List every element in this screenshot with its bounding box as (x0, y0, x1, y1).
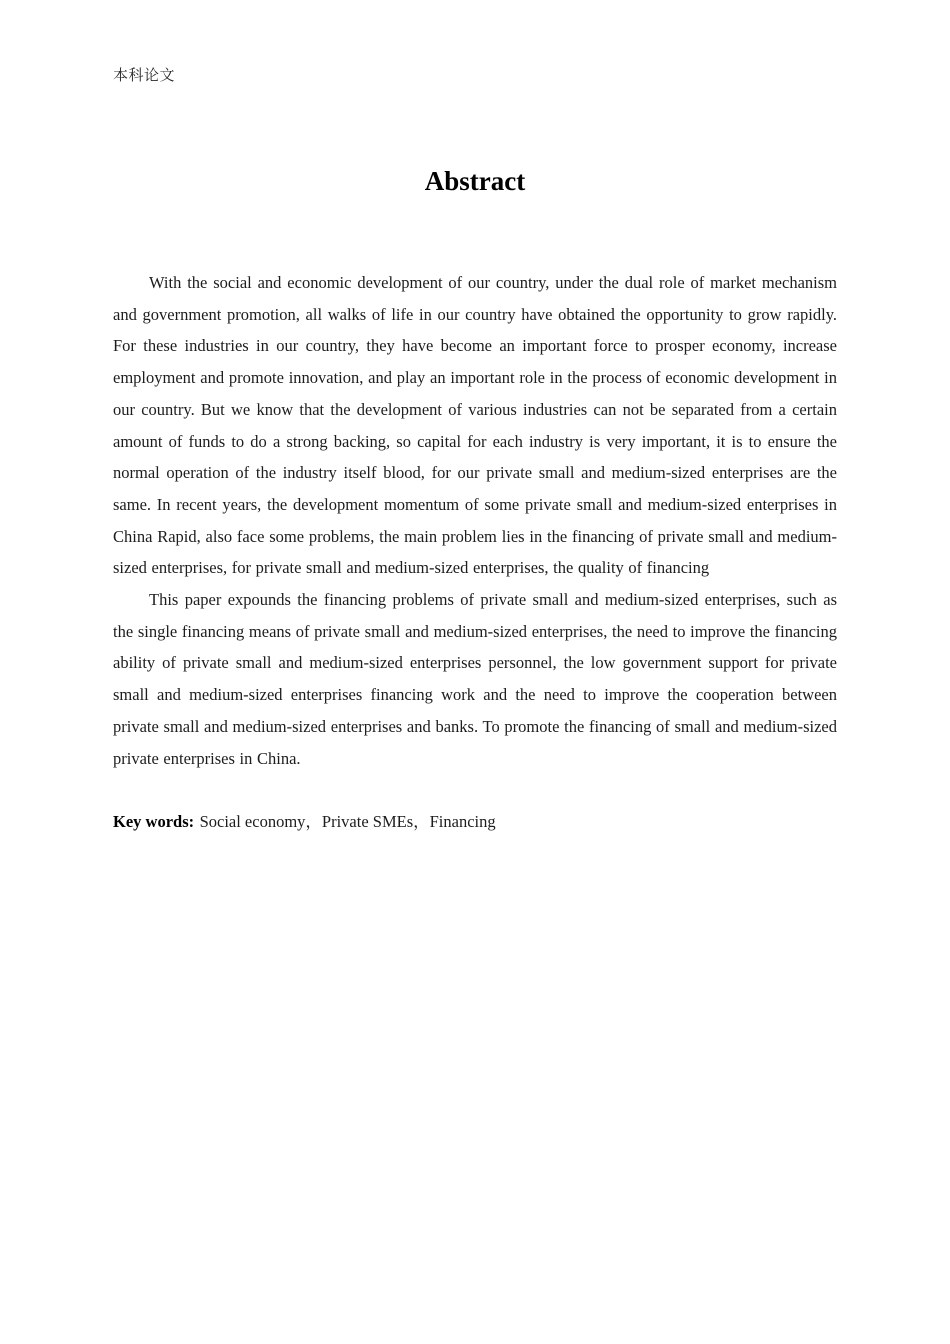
keywords-label: Key words: (113, 811, 195, 831)
running-header: 本科论文 (113, 68, 176, 84)
keywords-line (113, 806, 837, 838)
abstract-body (113, 267, 837, 838)
abstract-paragraph-2: This paper expounds the financing problems of private small and medium-sized enterprises, such as the single financing means of private small and medium-sized enterprises, the need to improve the financing ability of private small and medium-sized enterprises personnel, the low government support for private small and medium-sized enterprises financing work and the need to improve the cooperation between private small and medium-sized enterprises and banks. To promote the financing of small and medium-sized private enterprises in China. (113, 590, 837, 768)
abstract-title: Abstract (424, 166, 526, 196)
abstract-paragraph-1: With the social and economic development of our country, under the dual role of market mechanism and government promotion, all walks of life in our country have obtained the opportunity to grow rapidly. For these industries in our country, they have become an important force to prosper economy, increase employment and promote innovation, and play an important role in the process of economic development in our country. But we know that the development of various industries can not be separated from a certain amount of funds to do a strong backing, so capital for each industry is very important, it is to ensure the normal operation of the industry itself blood, for our private small and medium-sized enterprises are the same. In recent years, the development momentum of some private small and medium-sized enterprises in China Rapid, also face some problems, the main problem lies in the financing of private small and medium-sized enterprises, for private small and medium-sized enterprises, the quality of financing (113, 273, 837, 578)
keywords-value: Social economy，Private SMEs，Financing (199, 811, 496, 831)
